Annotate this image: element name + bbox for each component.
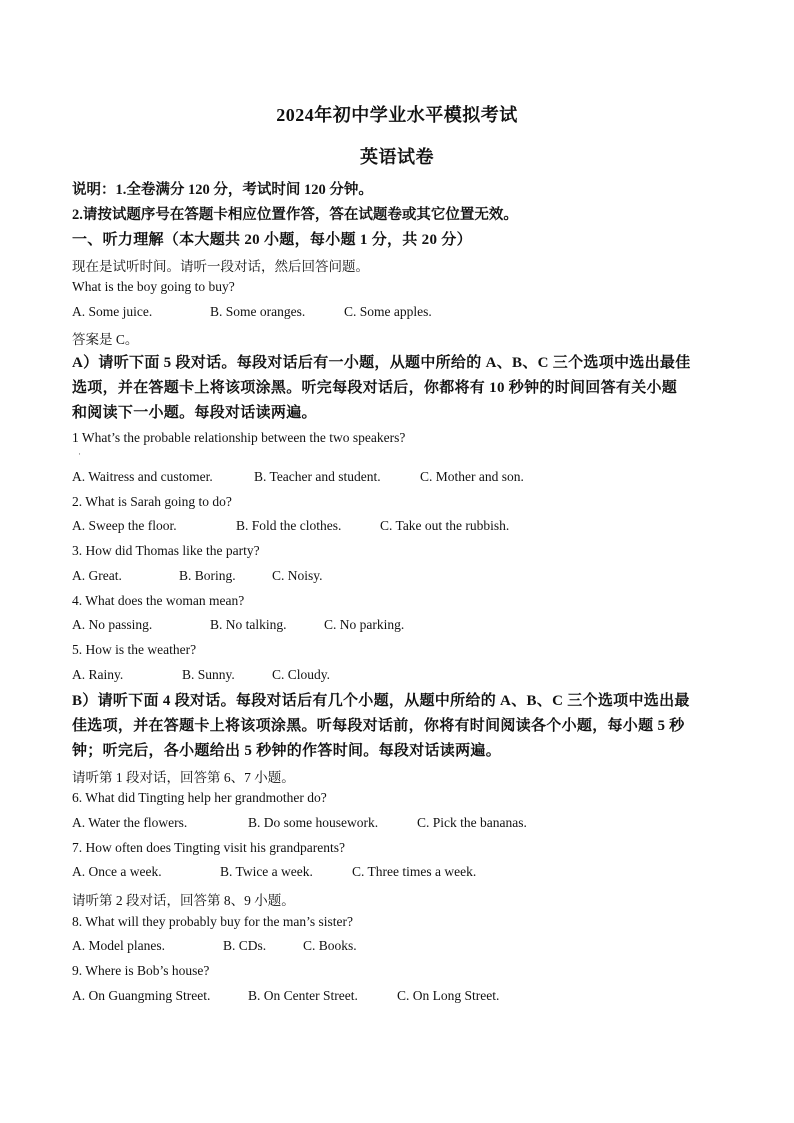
option: A. Great. [72, 568, 122, 583]
question-3-options [72, 568, 323, 584]
option: B. No talking. [210, 617, 287, 632]
trial-question: What is the boy going to buy? [72, 279, 235, 294]
option: C. Cloudy. [272, 667, 331, 682]
option: C. Take out the rubbish. [380, 518, 510, 533]
question-8: 8. What will they probably buy for the man’s sister? [72, 914, 353, 929]
instructions-line-2: 2.请按试题序号在答题卡相应位置作答，答在试题卷或其它位置无效。 [72, 207, 518, 223]
question-7: 7. How often does Tingting visit his grandparents? [72, 840, 345, 855]
option: C. On Long Street. [397, 988, 500, 1003]
option: A. Rainy. [72, 667, 124, 682]
option: C. Some apples. [344, 304, 432, 319]
dialog-2-intro: 请听第 2 段对话，回答第 8、9 小题。 [72, 893, 295, 908]
option: C. No parking. [324, 617, 405, 632]
section-a-instructions-2: 选项，并在答题卡上将该项涂黑。听完每段对话后，你都将有 10 秒钟的时间回答有关小题 [72, 380, 678, 396]
option: C. Three times a week. [352, 864, 477, 879]
question-4-options [72, 617, 404, 633]
question-6: 6. What did Tingting help her grandmother do? [72, 790, 327, 805]
option: A. Water the flowers. [72, 815, 188, 830]
instructions-line-1: 说明：1.全卷满分 120 分，考试时间 120 分钟。 [72, 182, 373, 198]
option: B. Some oranges. [210, 304, 306, 319]
option: A. On Guangming Street. [72, 988, 211, 1003]
option: A. Some juice. [72, 304, 153, 319]
trial-answer: 答案是 C。 [72, 332, 139, 347]
stray-mark: · [78, 449, 81, 459]
option: C. Noisy. [272, 568, 323, 583]
question-8-options [72, 938, 357, 954]
question-6-options [72, 815, 527, 831]
question-1: 1 What’s the probable relationship between the two speakers? [72, 430, 406, 445]
question-7-options [72, 864, 476, 880]
section-b-instructions-2: 佳选项，并在答题卡上将该项涂黑。听每段对话前，你将有时间阅读各个小题，每小题 5 秒 [72, 718, 685, 734]
question-3: 3. How did Thomas like the party? [72, 543, 260, 558]
option: A. No passing. [72, 617, 153, 632]
part1-heading: 一、听力理解（本大题共 20 小题，每小题 1 分，共 20 分） [72, 232, 472, 248]
question-1-options [72, 469, 524, 485]
option: A. Once a week. [72, 864, 162, 879]
option: C. Mother and son. [420, 469, 524, 484]
option: B. Do some housework. [248, 815, 379, 830]
question-2: 2. What is Sarah going to do? [72, 494, 232, 509]
option: B. Boring. [179, 568, 236, 583]
option: B. Teacher and student. [254, 469, 381, 484]
option: B. Fold the clothes. [236, 518, 342, 533]
option: A. Model planes. [72, 938, 165, 953]
exam-subtitle: 英语试卷 [360, 147, 434, 167]
question-2-options [72, 518, 509, 534]
question-9: 9. Where is Bob’s house? [72, 963, 210, 978]
question-4: 4. What does the woman mean? [72, 593, 245, 608]
option: A. Waitress and customer. [72, 469, 213, 484]
section-b-instructions-1: B）请听下面 4 段对话。每段对话后有几个小题，从题中所给的 A、B、C 三个选项中选出最 [72, 693, 690, 709]
option: C. Pick the bananas. [417, 815, 527, 830]
option: B. Twice a week. [220, 864, 313, 879]
section-a-instructions-3: 和阅读下一小题。每段对话读两遍。 [72, 405, 317, 421]
section-b-instructions-3: 钟；听完后，各小题给出 5 秒钟的作答时间。每段对话读两遍。 [72, 743, 502, 759]
section-a-instructions-1: A）请听下面 5 段对话。每段对话后有一小题，从题中所给的 A、B、C 三个选项中选出最佳 [72, 355, 691, 371]
option: B. On Center Street. [248, 988, 358, 1003]
question-5-options [72, 667, 330, 683]
option: A. Sweep the floor. [72, 518, 177, 533]
trial-intro: 现在是试听时间。请听一段对话，然后回答问题。 [72, 259, 369, 274]
option: B. Sunny. [182, 667, 235, 682]
dialog-1-intro: 请听第 1 段对话，回答第 6、7 小题。 [72, 770, 295, 785]
exam-title: 2024年初中学业水平模拟考试 [276, 105, 518, 125]
question-5: 5. How is the weather? [72, 642, 197, 657]
trial-options [72, 304, 432, 320]
option: C. Books. [303, 938, 357, 953]
option: B. CDs. [223, 938, 267, 953]
question-9-options [72, 988, 499, 1004]
